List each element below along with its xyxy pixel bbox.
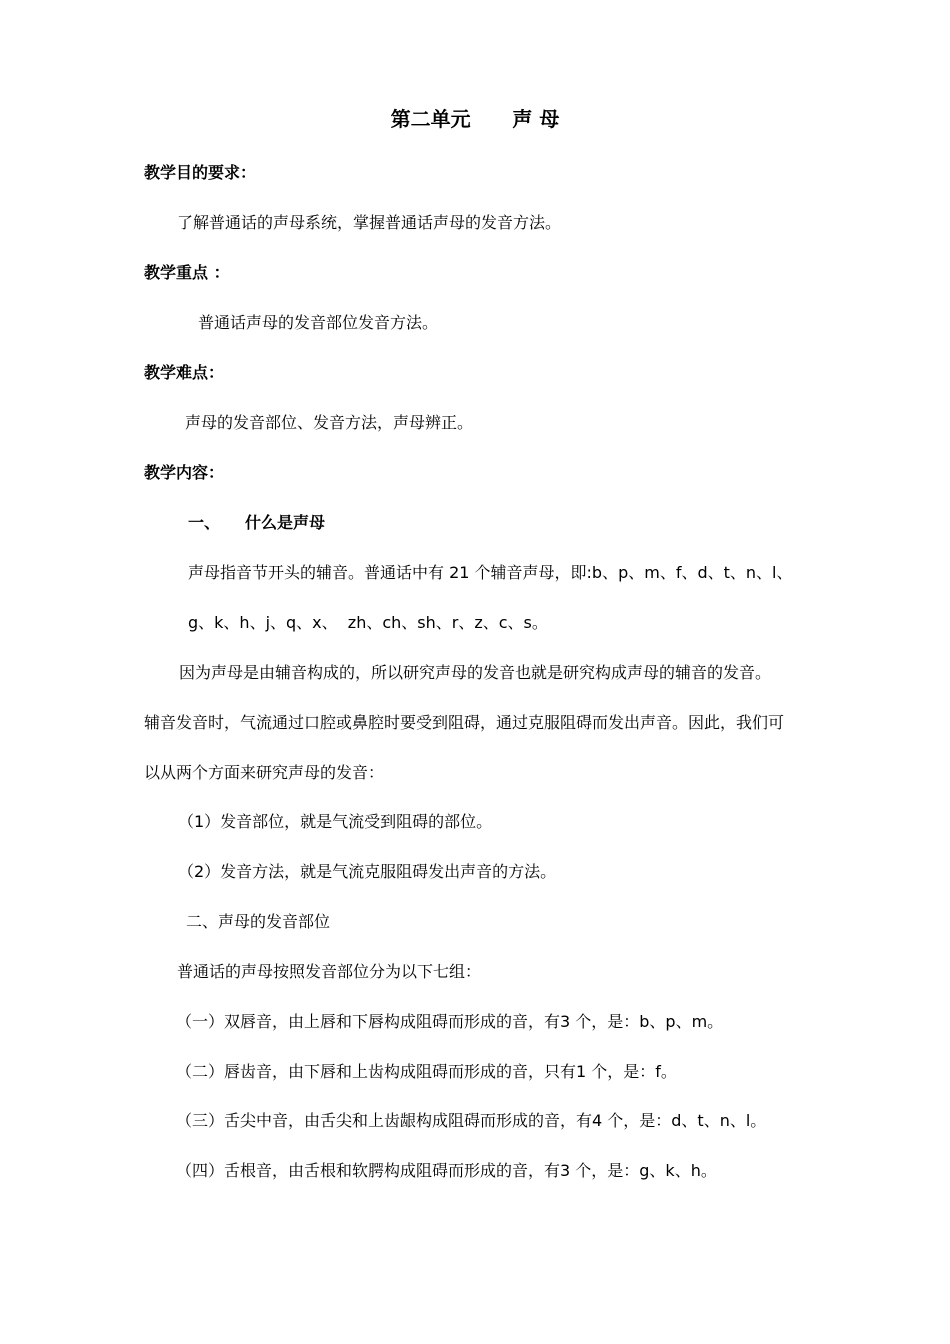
section2-title: 二、声母的发音部位 <box>186 912 331 931</box>
unit-title: 第二单元 声 母 <box>390 107 560 131</box>
difficulty-heading: 教学难点： <box>144 363 225 382</box>
group-item-2: （二）唇齿音，由下唇和上齿构成阻碍而形成的音，只有1 个，是：f。 <box>176 1062 677 1081</box>
group-item-3: （三）舌尖中音，由舌尖和上齿龈构成阻碍而形成的音，有4 个，是：d、t、n、l。 <box>176 1111 767 1130</box>
section2-intro: 普通话的声母按照发音部位分为以下七组： <box>177 962 482 981</box>
paragraph2-line2: 辅音发音时，气流通过口腔或鼻腔时要受到阻碍，通过克服阻碍而发出声音。因此，我们可 <box>144 713 785 732</box>
list-item-1: （1）发音部位，就是气流受到阻碍的部位。 <box>178 812 493 831</box>
paragraph1-line1: 声母指音节开头的辅音。普通话中有 21 个辅音声母，即:b、p、m、f、d、t、n、l、 <box>188 563 793 582</box>
list-item-2: （2）发音方法，就是气流克服阻碍发出声音的方法。 <box>178 862 557 881</box>
section1-title: 什么是声母 <box>245 513 326 532</box>
paragraph2-line3: 以从两个方面来研究声母的发音： <box>144 763 385 782</box>
group-item-1: （一）双唇音，由上唇和下唇构成阻碍而形成的音，有3 个，是：b、p、m。 <box>176 1012 724 1031</box>
group-item-4: （四）舌根音，由舌根和软腭构成阻碍而形成的音，有3 个，是：g、k、h。 <box>176 1161 717 1180</box>
focus-heading: 教学重点 ： <box>144 263 230 282</box>
section1-number: 一、 <box>188 513 221 532</box>
goal-text: 了解普通话的声母系统，掌握普通话声母的发音方法。 <box>177 213 562 232</box>
paragraph2-line1: 因为声母是由辅音构成的，所以研究声母的发音也就是研究构成声母的辅音的发音。 <box>179 663 772 682</box>
goal-heading: 教学目的要求： <box>144 163 257 182</box>
content-heading: 教学内容： <box>144 463 225 482</box>
paragraph1-line2: g、k、h、j、q、x、 zh、ch、sh、r、z、c、s。 <box>188 613 548 632</box>
difficulty-text: 声母的发音部位、发音方法，声母辨正。 <box>185 413 474 432</box>
focus-text: 普通话声母的发音部位发音方法。 <box>198 313 439 332</box>
